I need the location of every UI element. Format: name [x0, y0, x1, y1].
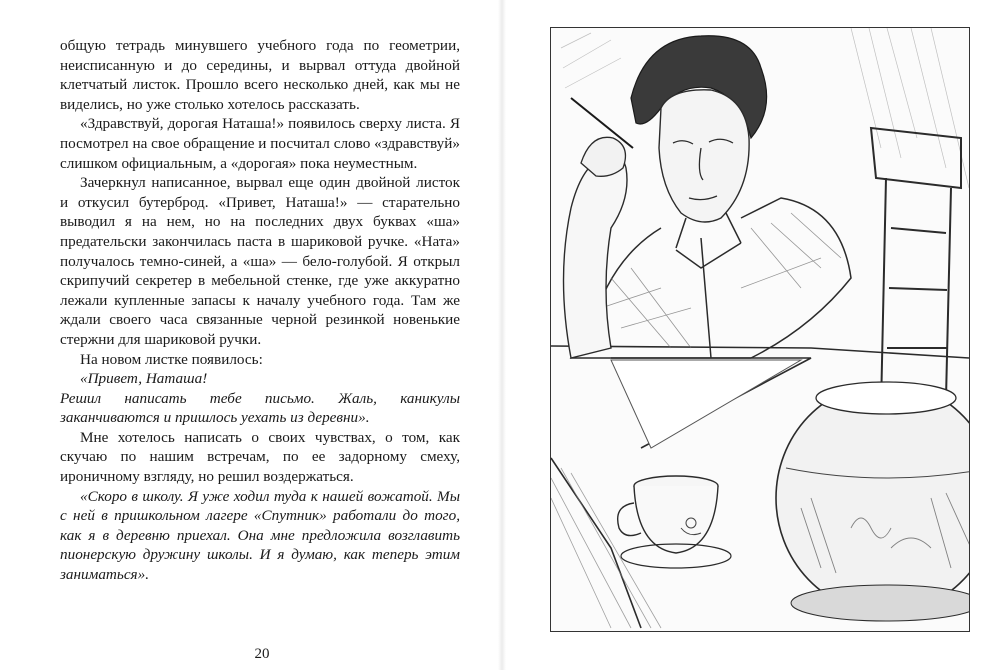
left-page-text: [60, 36, 460, 585]
fishbowl: [776, 382, 969, 621]
book-gutter: [498, 0, 506, 670]
shirt-plaid: [601, 213, 841, 348]
teacup: [618, 476, 731, 568]
letter-greeting: «Привет, Наташа!: [80, 370, 208, 388]
boy-arm: [564, 155, 628, 358]
paragraph-5: Мне хотелось написать о своих чувствах, о том, как скучаю по нашим встречам, по ее задорному смеху, ироничному взгляду, но решил воздержаться.: [60, 428, 460, 486]
pencil-sketch-illustration: [551, 28, 969, 631]
boy-face: [659, 90, 749, 222]
illustration-frame: [550, 27, 970, 632]
paragraph-2: «Здравствуй, дорогая Наташа!» появилось сверху листа. Я посмотрел на свое обращение и посчитал слово «здравствуй» слишком официальным, а «дорогая» пока неуместным.: [60, 115, 460, 172]
paragraph-3: Зачеркнул написанное, вырвал еще один двойной листок и откусил бутерброд. «Привет, Наташа!» — старательно выводил я на нем, но на последних двух буквах «ша» предательски закончилась паста в шариковой ручке. «Ната» получалось темно-синей, а «ша» — бело-голубой. Я открыл скрипучий секретер в мебельной стенке, где уже аккуратно лежали купленные запасы к началу учебного года. Там же ждали своего часа связанные черной резинкой новенькие стержни для шариковой ручки.: [60, 174, 460, 348]
paragraph-4: На новом листке появилось:: [80, 350, 263, 368]
page-number: 20: [254, 646, 270, 662]
chair: [871, 128, 961, 408]
letter-paper: [611, 360, 801, 448]
letter-paragraph-2: «Скоро в школу. Я уже ходил туда к нашей вожатой. Мы с ней в пришкольном лагере «Спутник» работали до того, как я в деревню приехал. Она мне предложила возглавить пионерскую дружину школы. И я думаю, как теперь этим заниматься».: [60, 487, 460, 584]
paragraph-1: общую тетрадь минувшего учебного года по геометрии, неисписанную и до середины, и вырвал оттуда двойной клетчатый листок. Прошло всего несколько дней, как мы не виделись, но уже столько хотелось рассказать.: [60, 37, 460, 113]
letter-paragraph-1: Решил написать тебе письмо. Жаль, каникулы заканчиваются и пришлось уехать из деревни».: [60, 389, 460, 427]
